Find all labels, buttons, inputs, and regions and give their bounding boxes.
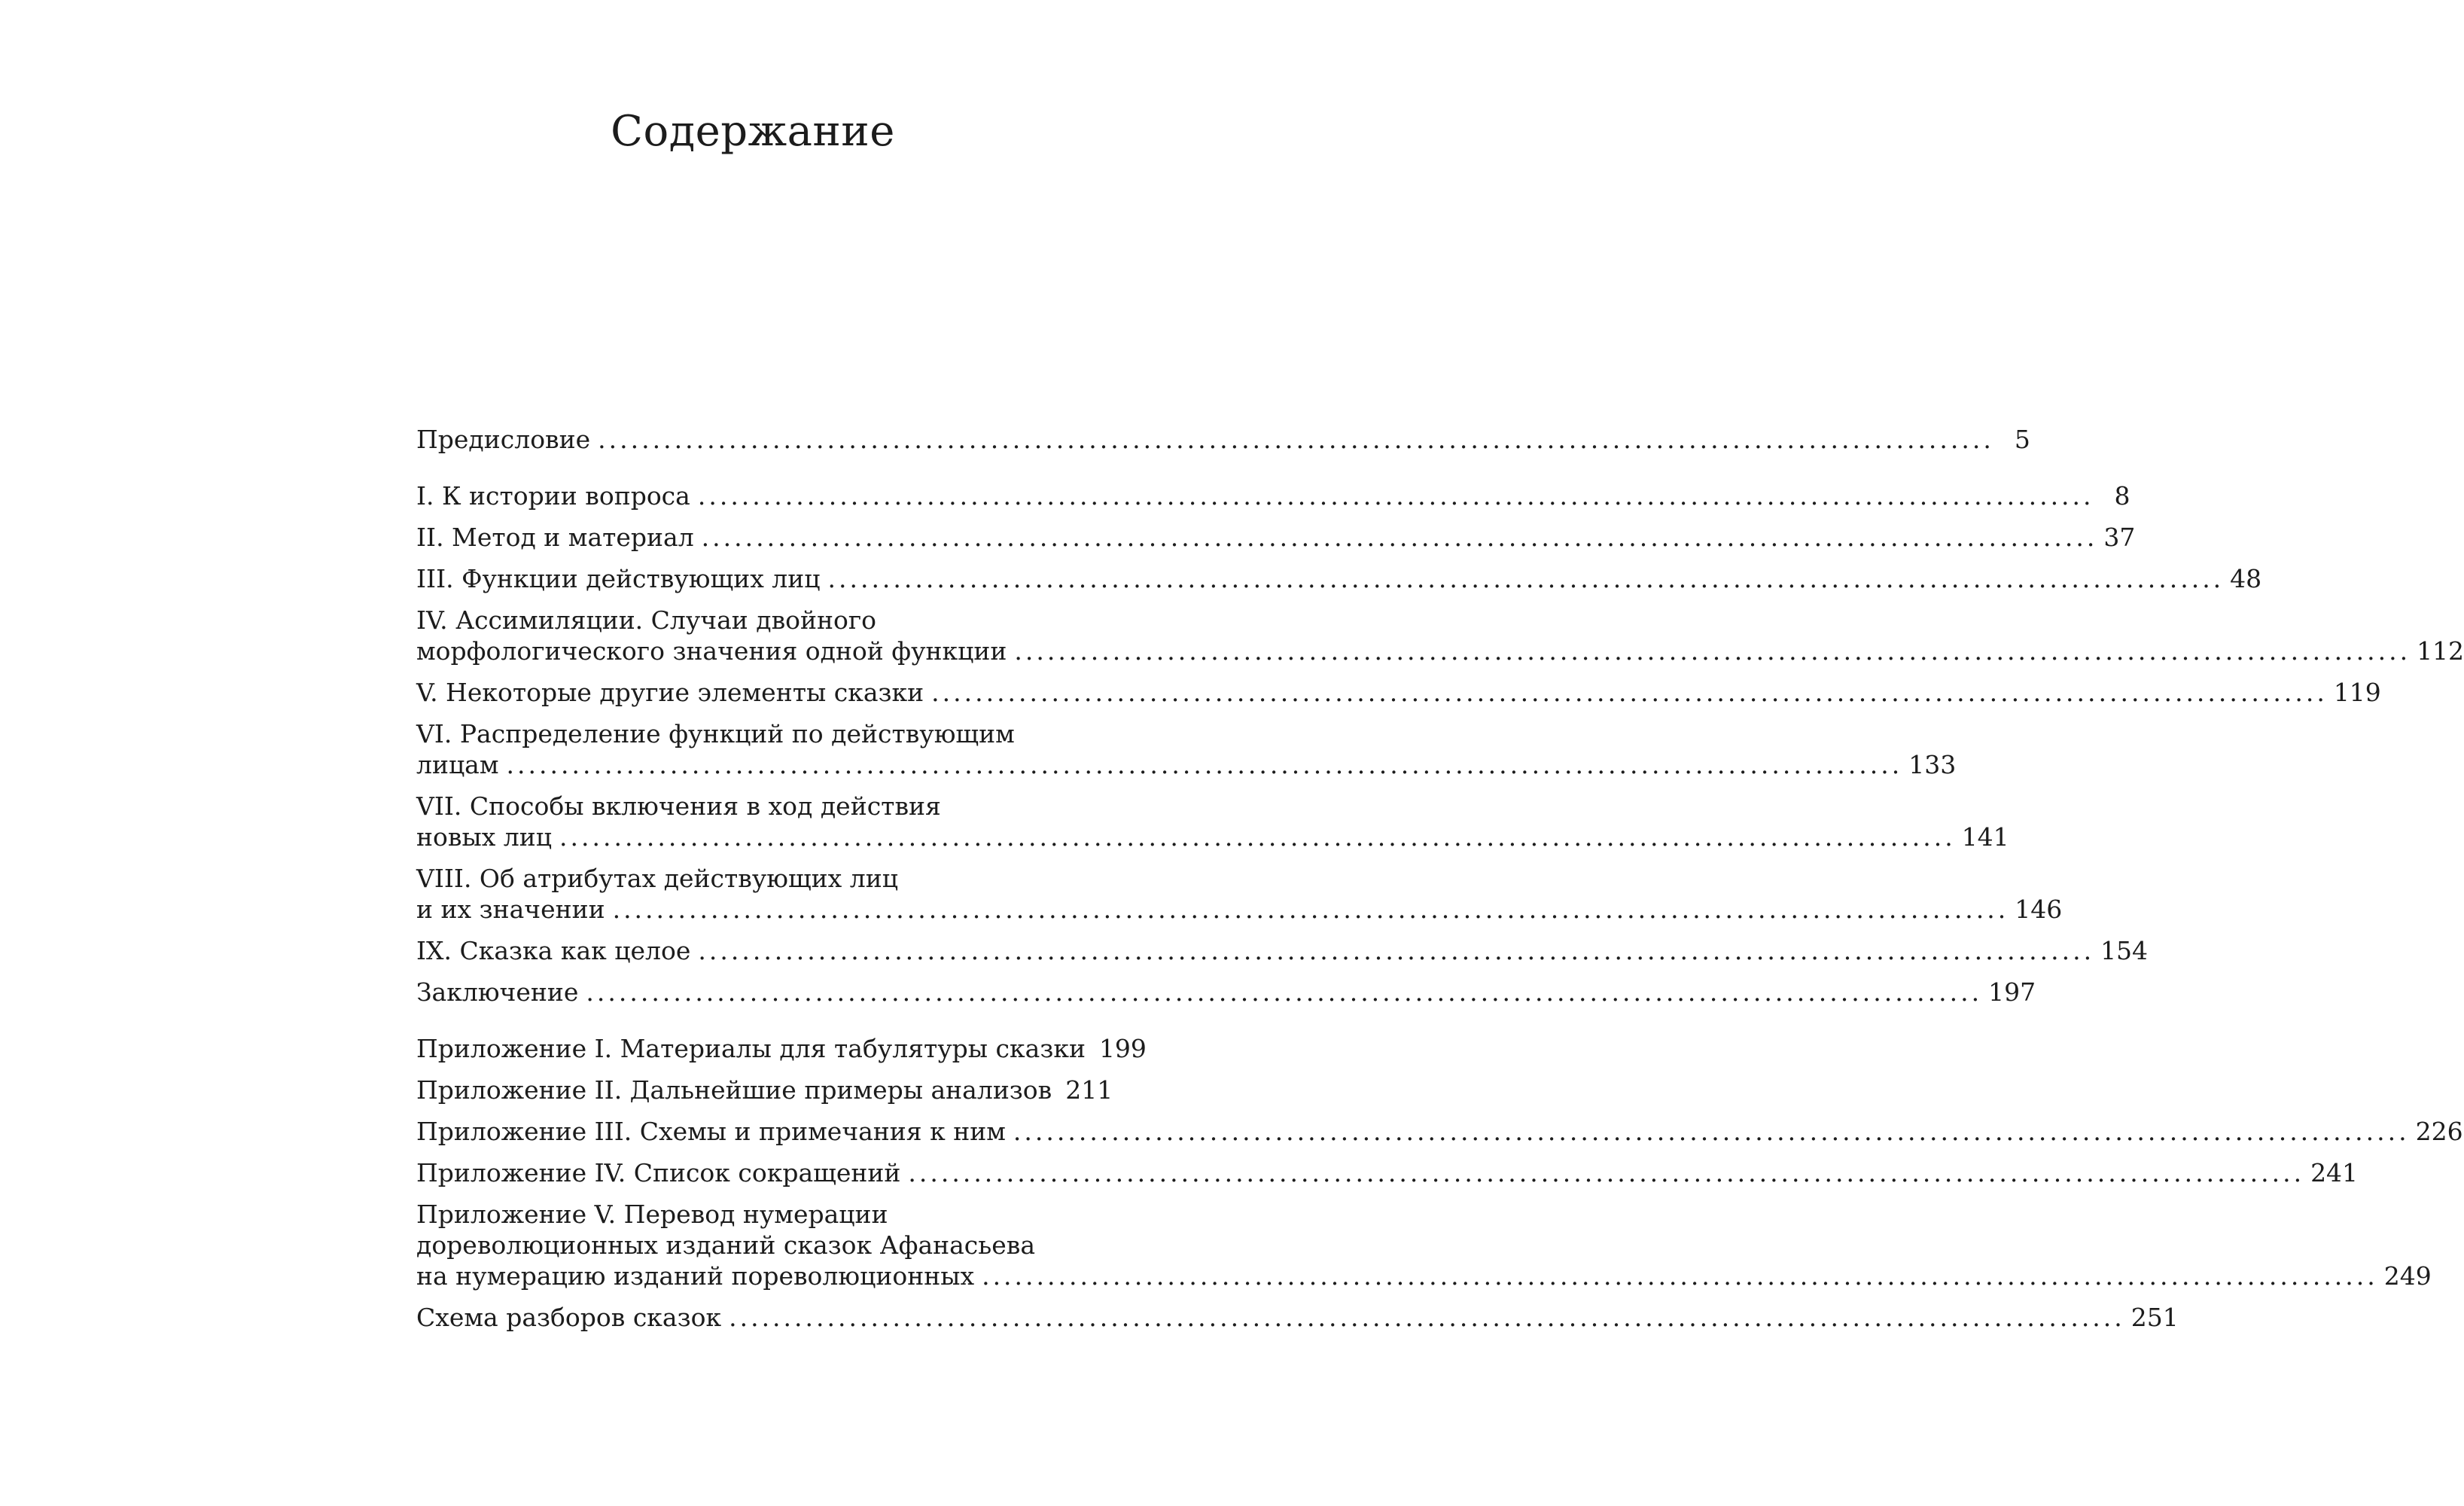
- toc-page-number: 5: [2014, 425, 2030, 454]
- dot-leader: ................................................................................................................................: [586, 977, 1983, 1007]
- toc-page-number: 154: [2100, 936, 2149, 965]
- dot-leader: ................................................................................................................................: [931, 678, 2328, 707]
- table-of-contents: [416, 424, 2464, 1333]
- toc-entry-first-line: VI. Распределение функций по действующим: [416, 719, 1015, 748]
- dot-leader: ................................................................................................................................: [612, 895, 2009, 924]
- toc-page-number: 37: [2103, 523, 2136, 552]
- toc-entry-first-line: VIII. Об атрибутах действующих лиц: [416, 864, 898, 893]
- toc-entry-conclusion[interactable]: [416, 977, 2036, 1008]
- toc-entry-chapter-5[interactable]: [416, 677, 2381, 708]
- toc-page-number: 241: [2310, 1158, 2359, 1187]
- toc-entry-title: новых лиц: [416, 822, 552, 852]
- toc-entry-appendix-5[interactable]: [416, 1199, 2432, 1291]
- dot-leader: ................................................................................................................................: [982, 1261, 2378, 1291]
- dot-leader: ................................................................................................................................: [598, 425, 1994, 454]
- toc-entry-title: V. Некоторые другие элементы сказки: [416, 678, 924, 707]
- toc-page-number: 211: [1065, 1075, 1113, 1105]
- dot-leader: ................................................................................................................................: [908, 1158, 2305, 1187]
- toc-entry-middle-line: дореволюционных изданий сказок Афанасьева: [416, 1230, 1036, 1260]
- toc-entry-title: Приложение IV. Список сокращений: [416, 1158, 901, 1187]
- toc-page-number: 251: [2130, 1303, 2179, 1332]
- toc-entry-chapter-9[interactable]: [416, 935, 2149, 966]
- toc-page-number: 249: [2383, 1261, 2432, 1291]
- dot-leader: ................................................................................................................................: [698, 936, 2095, 965]
- toc-entry-appendix-1[interactable]: [416, 1033, 1147, 1064]
- toc-entry-chapter-7[interactable]: [416, 791, 2009, 852]
- toc-entry-title: Приложение III. Схемы и примечания к ним: [416, 1117, 1006, 1146]
- toc-entry-preface[interactable]: [416, 424, 2030, 455]
- toc-page-number: 119: [2333, 678, 2381, 707]
- toc-page-number: 141: [1961, 822, 2009, 852]
- toc-entry-title: и их значении: [416, 895, 605, 924]
- dot-leader: ................................................................................................................................: [827, 564, 2225, 593]
- dot-leader: ................................................................................................................................: [701, 523, 2098, 552]
- dot-leader: ................................................................................................................................: [729, 1303, 2125, 1332]
- toc-entry-title: на нумерацию изданий пореволюционных: [416, 1261, 975, 1291]
- toc-entry-title: I. К истории вопроса: [416, 481, 690, 511]
- toc-entry-appendix-3[interactable]: [416, 1116, 2463, 1147]
- toc-entry-appendix-4[interactable]: [416, 1157, 2359, 1188]
- toc-page-number: 8: [2114, 481, 2130, 511]
- toc-page-number: 197: [1988, 977, 2036, 1007]
- toc-page-number: 48: [2230, 564, 2262, 593]
- toc-page-number: 226: [2415, 1117, 2463, 1146]
- toc-page-number: 133: [1908, 750, 1957, 779]
- toc-entry-first-line: Приложение V. Перевод нумерации: [416, 1200, 888, 1229]
- toc-entry-appendix-2[interactable]: [416, 1075, 1113, 1105]
- toc-entry-title: Предисловие: [416, 425, 591, 454]
- toc-entry-title: Заключение: [416, 977, 579, 1007]
- toc-page-number: 146: [2015, 895, 2063, 924]
- toc-entry-title: лицам: [416, 750, 499, 779]
- toc-entry-first-line: IV. Ассимиляции. Случаи двойного: [416, 605, 877, 635]
- dot-leader: ................................................................................................................................: [697, 481, 2094, 511]
- toc-entry-title: III. Функции действующих лиц: [416, 564, 821, 593]
- toc-entry-chapter-6[interactable]: [416, 718, 1957, 780]
- toc-entry-analysis-scheme[interactable]: [416, 1302, 2179, 1333]
- toc-entry-chapter-2[interactable]: [416, 522, 2136, 553]
- toc-entry-first-line: VII. Способы включения в ход действия: [416, 791, 941, 821]
- toc-entry-title: Приложение I. Материалы для табулятуры сказки: [416, 1034, 1086, 1063]
- toc-entry-chapter-1[interactable]: [416, 480, 2130, 511]
- toc-entry-title: Приложение II. Дальнейшие примеры анализов: [416, 1075, 1052, 1105]
- toc-entry-title: IX. Сказка как целое: [416, 936, 691, 965]
- dot-leader: ................................................................................................................................: [1013, 1117, 2410, 1146]
- toc-page-number: 199: [1098, 1034, 1147, 1063]
- dot-leader: ................................................................................................................................: [1014, 636, 2411, 666]
- toc-entry-title: морфологического значения одной функции: [416, 636, 1007, 666]
- toc-page-number: 112: [2417, 636, 2464, 666]
- dot-leader: ................................................................................................................................: [559, 822, 1956, 852]
- toc-entry-title: Схема разборов сказок: [416, 1303, 722, 1332]
- toc-entry-chapter-3[interactable]: [416, 563, 2262, 594]
- dot-leader: ................................................................................................................................: [506, 750, 1903, 779]
- toc-entry-chapter-4[interactable]: [416, 605, 2464, 666]
- toc-entry-title: II. Метод и материал: [416, 523, 694, 552]
- page-title: Содержание: [611, 107, 895, 156]
- toc-entry-chapter-8[interactable]: [416, 863, 2063, 925]
